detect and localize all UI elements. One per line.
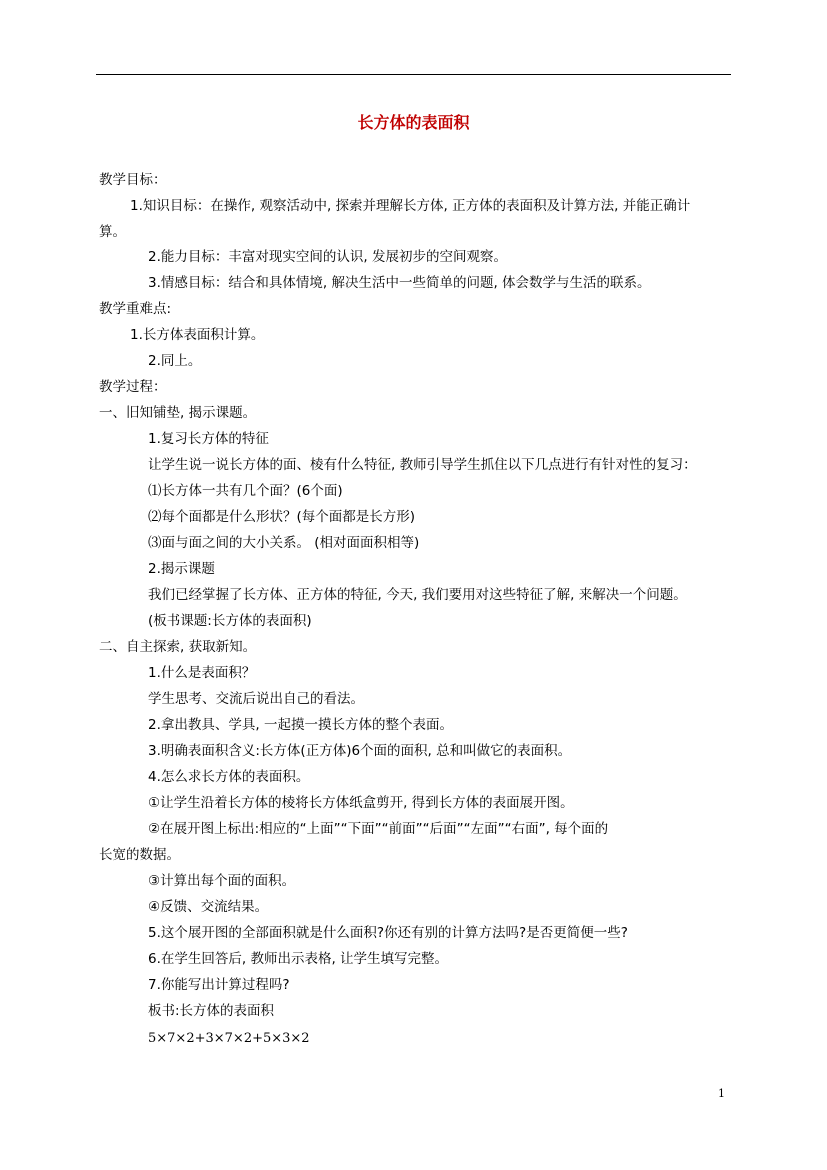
text-line: 学生思考、交流后说出自己的看法。 (148, 691, 364, 707)
text-line: 1.长方体表面积计算。 (130, 327, 265, 343)
text-line: 1.知识目标：在操作, 观察活动中, 探索并理解长方体, 正方体的表面积及计算方法, 并能正确计 (130, 198, 691, 214)
text-line: 让学生说一说长方体的面、棱有什么特征, 教师引导学生抓住以下几点进行有针对性的复习： (148, 457, 697, 473)
text-line: 2.揭示课题 (148, 561, 215, 577)
text-line: 3.明确表面积含义:长方体(正方体)6个面的面积, 总和叫做它的表面积。 (148, 743, 572, 759)
page-number: 1 (718, 1087, 725, 1100)
text-line: 一、旧知铺垫, 揭示课题。 (99, 405, 257, 421)
text-line: 2.能力目标：丰富对现实空间的认识, 发展初步的空间观察。 (148, 249, 507, 265)
text-line: ③计算出每个面的面积。 (148, 873, 296, 889)
text-line: 2.同上。 (148, 353, 202, 369)
text-line: 教学重难点: (99, 301, 172, 317)
header-rule (96, 74, 731, 75)
text-line: 我们已经掌握了长方体、正方体的特征, 今天, 我们要用对这些特征了解, 来解决一个问题。 (148, 587, 687, 603)
text-line: 1.什么是表面积？ (148, 665, 256, 681)
text-line: 算。 (99, 224, 126, 240)
text-line: 板书:长方体的表面积 (148, 1003, 275, 1019)
text-line: ④反馈、交流结果。 (148, 899, 269, 915)
text-line: 5.这个展开图的全部面积就是什么面积?你还有别的计算方法吗?是否更简便一些? (148, 925, 628, 941)
text-line: 长宽的数据。 (99, 847, 180, 863)
text-line: 1.复习长方体的特征 (148, 431, 269, 447)
text-line: (板书课题:长方体的表面积) (148, 613, 312, 629)
text-line: ⑴长方体一共有几个面？(6个面) (148, 483, 343, 499)
text-line: 教学目标： (99, 172, 167, 188)
page-title: 长方体的表面积 (357, 113, 470, 132)
text-line: 3.情感目标：结合和具体情境, 解决生活中一些简单的问题, 体会数学与生活的联系。 (148, 275, 651, 291)
text-line: ⑶面与面之间的大小关系。 (相对面面积相等) (148, 535, 420, 551)
text-line: ⑵每个面都是什么形状？(每个面都是长方形) (148, 509, 416, 525)
text-line: 6.在学生回答后, 教师出示表格, 让学生填写完整。 (148, 951, 449, 967)
text-line: 7.你能写出计算过程吗? (148, 977, 290, 993)
text-line: 4.怎么求长方体的表面积。 (148, 769, 310, 785)
text-line: 教学过程： (99, 379, 167, 395)
formula-line: 5×7×2+3×7×2+5×3×2 (148, 1031, 310, 1046)
text-line: ①让学生沿着长方体的棱将长方体纸盒剪开, 得到长方体的表面展开图。 (148, 795, 574, 811)
text-line: ②在展开图上标出:相应的“上面”“下面”“前面”“后面”“左面”“右面”, 每个面的 (148, 821, 609, 837)
text-line: 2.拿出教具、学具, 一起摸一摸长方体的整个表面。 (148, 717, 453, 733)
text-line: 二、自主探索, 获取新知。 (99, 639, 257, 655)
